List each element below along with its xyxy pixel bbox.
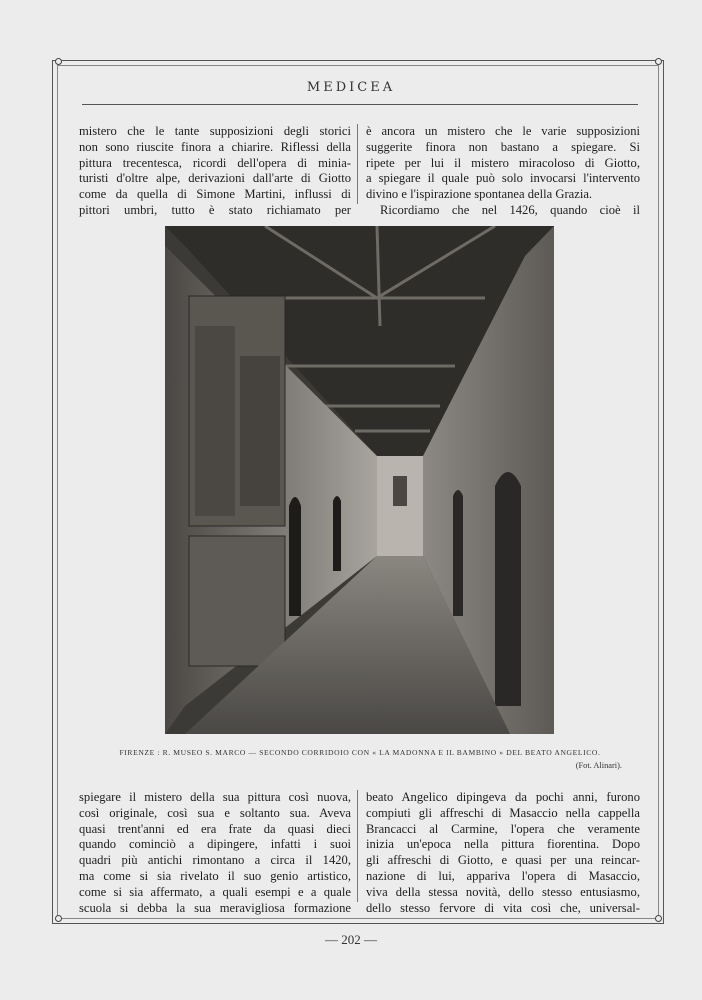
text-line: non sono riuscite finora a chiarire. Riflessi della bbox=[79, 139, 351, 154]
bottom-right-column bbox=[366, 790, 640, 916]
text-line: suggerite finora non bastano a spiegare. Si bbox=[366, 139, 640, 154]
photo-credit: (Fot. Alinari). bbox=[575, 761, 622, 770]
text-line: pittori umbri, tutto è stato richiamato per bbox=[79, 202, 351, 217]
text-line: quando cominciò a dipingere, infatti i suoi bbox=[79, 837, 351, 852]
photo-caption: FIRENZE : R. MUSEO S. MARCO — SECONDO CORRIDOIO CON « LA MADONNA E IL BAMBINO » DEL BEATO ANGELICO. bbox=[119, 748, 601, 757]
text-line: viva della stessa novità, dello stesso entusiasmo, bbox=[366, 884, 640, 899]
text-line: ripete per lui il mistero miracoloso di Giotto, bbox=[366, 155, 640, 170]
corridor-photograph bbox=[165, 226, 554, 734]
text-line: è ancora un mistero che le varie supposizioni bbox=[366, 124, 640, 138]
text-line: gli affreschi di Giotto, e quasi per una reincar- bbox=[366, 853, 640, 868]
text-line: quasi trent'anni ed era frate da quasi dieci bbox=[79, 821, 351, 836]
header-rule bbox=[82, 104, 638, 105]
column-divider bbox=[357, 124, 358, 204]
text-line: come si sia affermato, a quali esempi e a quale bbox=[79, 884, 351, 899]
text-line: dello stesso fervore di vita così che, universal- bbox=[366, 900, 640, 915]
text-line: così originale, così sua e soltanto sua. Aveva bbox=[79, 805, 351, 820]
text-line: turisti d'oltre alpe, derivazioni dall'arte di Giotto bbox=[79, 171, 351, 186]
bottom-left-column bbox=[79, 790, 351, 916]
page-number: — 202 — bbox=[325, 932, 377, 947]
frame-corner-ornament bbox=[55, 915, 62, 922]
text-line: spiegare il mistero della sua pittura così nuova, bbox=[79, 790, 351, 804]
top-left-column bbox=[79, 124, 351, 219]
text-line: compiuti gli affreschi di Masaccio nella cappella bbox=[366, 805, 640, 820]
frame-corner-ornament bbox=[655, 915, 662, 922]
frame-corner-ornament bbox=[55, 58, 62, 65]
text-line: beato Angelico dipingeva da pochi anni, furono bbox=[366, 790, 640, 804]
text-line: pittura trecentesca, ricordi dell'opera di minia- bbox=[79, 155, 351, 170]
frame-corner-ornament bbox=[655, 58, 662, 65]
text-line: Brancacci al Carmine, l'opera che veramente bbox=[366, 821, 640, 836]
text-line: come da quella di Simone Martini, influssi di bbox=[79, 187, 351, 202]
running-header: MEDICEA bbox=[306, 80, 396, 95]
text-line: divino e l'ispirazione spontanea della Grazia. bbox=[366, 187, 593, 202]
text-line: Ricordiamo che nel 1426, quando cioè il bbox=[380, 202, 640, 217]
text-line: mistero che le tante supposizioni degli storici bbox=[79, 124, 351, 138]
text-line: inizia un'epoca nella pittura fiorentina. Dopo bbox=[366, 837, 640, 852]
text-line: scuola si debba la sua meravigliosa formazione bbox=[79, 900, 351, 915]
top-right-column bbox=[366, 124, 640, 219]
text-line: ma come si sia rivelato il suo genio artistico, bbox=[79, 868, 351, 883]
column-divider bbox=[357, 790, 358, 902]
text-line: nazione di lui, appariva l'opera di Masaccio, bbox=[366, 868, 640, 883]
text-line: a spiegare il quale può solo invocarsi l'intervento bbox=[366, 171, 640, 186]
corridor-illustration bbox=[165, 226, 554, 734]
text-line: quadri più antichi rimontano a circa il 1420, bbox=[79, 853, 351, 868]
